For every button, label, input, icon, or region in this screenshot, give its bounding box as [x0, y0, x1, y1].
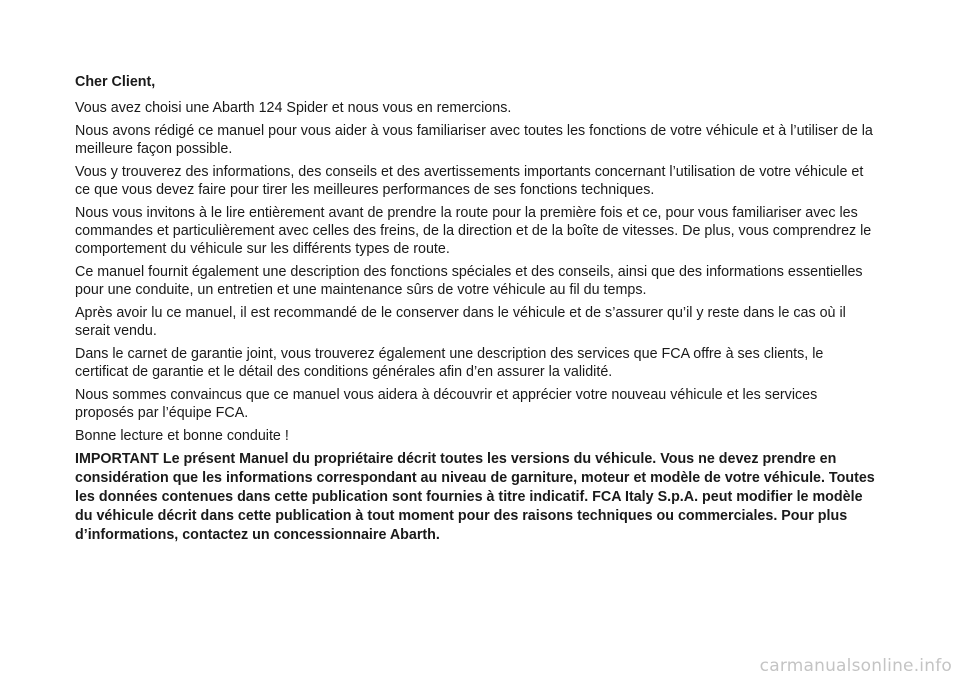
paragraph-closing: Nous sommes convaincus que ce manuel vous aidera à découvrir et apprécier votre nouveau véhicule et les services proposés par l’équipe FCA. [75, 387, 818, 421]
paragraph-keep-manual: Après avoir lu ce manuel, il est recommandé de le conserver dans le véhicule et de s’assurer qu’il y reste dans le cas où il serait vendu. [75, 305, 846, 339]
important-notice: IMPORTANT Le présent Manuel du propriétaire décrit toutes les versions du véhicule. Vous ne devez prendre en considération que les informations correspondant au niveau de garniture, moteur et modèle de votre véhicule. Toutes les données contenues dans cette publication sont fournies à titre indicatif. FCA Italy S.p.A. peut modifier le modèle du véhicule décrit dans cette publication à tout moment pour des raisons techniques ou commerciales. Pour plus d’informations, contactez un concessionnaire Abarth. [75, 451, 875, 543]
paragraph-thanks: Vous avez choisi une Abarth 124 Spider et nous vous en remercions. [75, 100, 512, 116]
paragraph-special-functions: Ce manuel fournit également une description des fonctions spéciales et des conseils, ainsi que des informations essentielles pour une conduite, un entretien et une maintenance sûrs de votre véhicule au fil du temps. [75, 264, 863, 298]
paragraph-warranty: Dans le carnet de garantie joint, vous trouverez également une description des services que FCA offre à ses clients, le certificat de garantie et le détail des conditions générales afin d’en assurer la validité. [75, 346, 824, 380]
greeting: Cher Client, [75, 74, 156, 90]
paragraph-sign-off: Bonne lecture et bonne conduite ! [75, 428, 289, 444]
paragraph-purpose: Nous avons rédigé ce manuel pour vous aider à vous familiariser avec toutes les fonctions de votre véhicule et à l’utiliser de la meilleure façon possible. [75, 123, 873, 157]
watermark: carmanualsonline.info [759, 656, 952, 676]
paragraph-information: Vous y trouverez des informations, des conseils et des avertissements importants concernant l’utilisation de votre véhicule et ce que vous devez faire pour tirer les meilleures performances de ses fonctions techniques. [75, 164, 864, 198]
paragraph-read-before-driving: Nous vous invitons à le lire entièrement avant de prendre la route pour la première fois et ce, pour vous familiariser avec les commandes et particulièrement avec celles des freins, de la direction et de la boîte de vitesses. De plus, vous comprendrez le comportement du véhicule sur les différents types de route. [75, 205, 872, 257]
document-body [75, 73, 875, 545]
